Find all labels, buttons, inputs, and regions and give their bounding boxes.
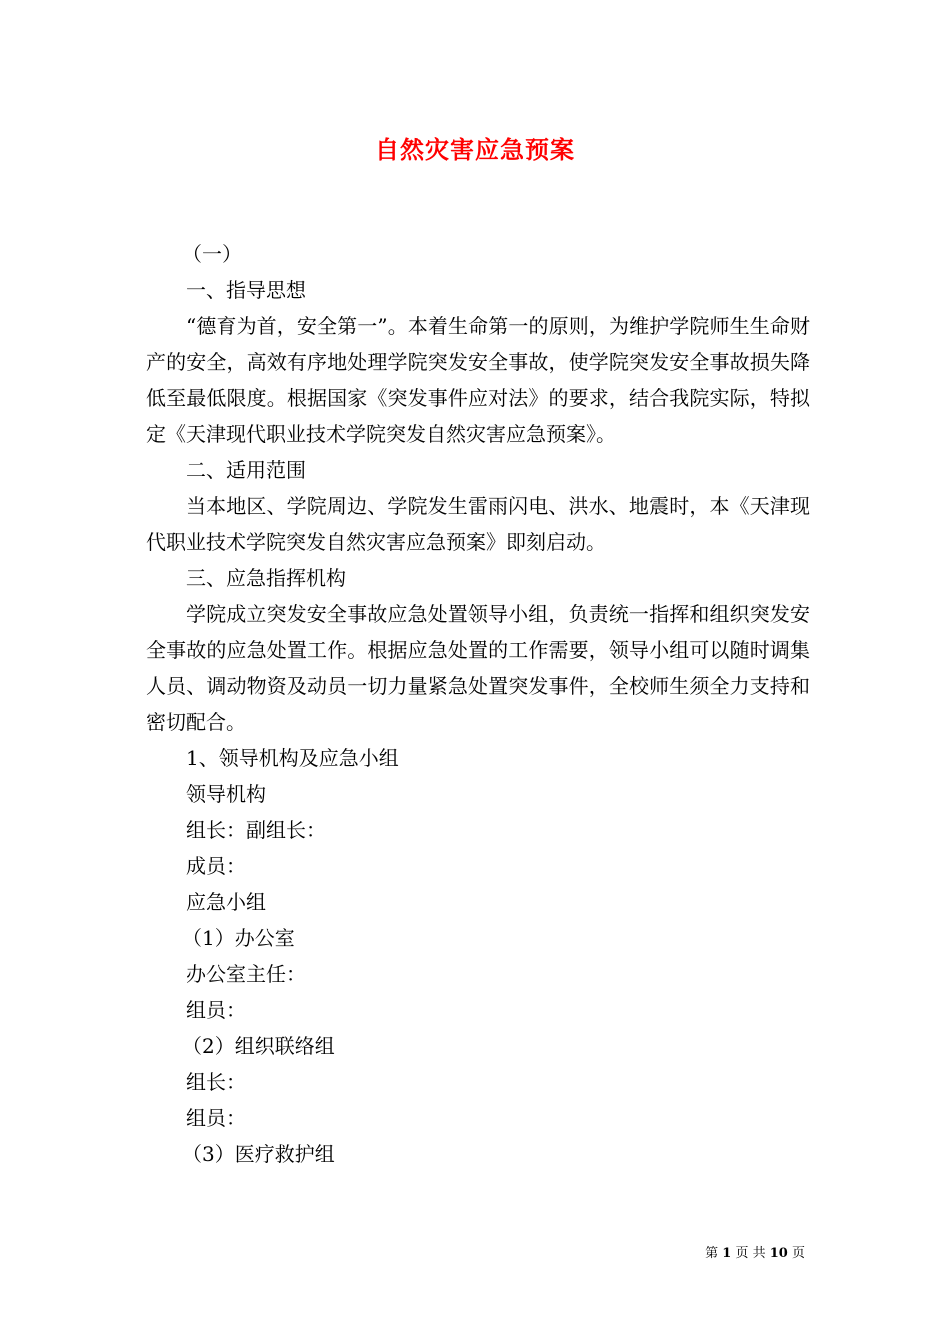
list-item-office-director: 办公室主任： <box>186 962 306 986</box>
list-item-leadership: 领导机构 <box>186 782 266 806</box>
paragraph-command-organization: 学院成立突发安全事故应急处置领导小组，负责统一指挥和组织突发安全事故的应急处置工作。根据应急处置的工作需要，领导小组可以随时调集人员、调动物资及动员一切力量紧急处置突发事件，全校师生须全力支持和密切配合。 <box>146 602 810 734</box>
footer-page-number: 1 <box>722 1246 732 1261</box>
document-title: 自然灾害应急预案 <box>375 135 575 164</box>
heading-command-organization: 三、应急指挥机构 <box>186 566 346 590</box>
section-number: （一） <box>182 242 242 266</box>
document-body <box>146 236 810 1172</box>
list-item-emergency-group: 应急小组 <box>186 890 266 914</box>
list-item-liaison-leader: 组长： <box>186 1070 246 1094</box>
footer-suffix: 页 <box>791 1246 805 1261</box>
list-item-liaison-group: （2）组织联络组 <box>182 1034 335 1058</box>
heading-scope: 二、适用范围 <box>186 458 306 482</box>
page-footer <box>0 1244 805 1264</box>
paragraph-scope: 当本地区、学院周边、学院发生雷雨闪电、洪水、地震时，本《天津现代职业技术学院突发自然灾害应急预案》即刻启动。 <box>146 494 810 554</box>
list-item-members: 成员： <box>186 854 246 878</box>
footer-middle: 页 共 <box>735 1246 766 1261</box>
list-item-office-members: 组员： <box>186 998 246 1022</box>
footer-total-pages: 10 <box>769 1246 788 1261</box>
paragraph-guiding-principle: “德育为首，安全第一”。本着生命第一的原则，为维护学院师生生命财产的安全，高效有序地处理学院突发安全事故，使学院突发安全事故损失降低至最低限度。根据国家《突发事件应对法》的要求，结合我院实际，特拟定《天津现代职业技术学院突发自然灾害应急预案》。 <box>146 314 810 446</box>
heading-guiding-principle: 一、指导思想 <box>186 278 306 302</box>
list-item-office: （1）办公室 <box>182 926 295 950</box>
list-item-leader-deputy: 组长：副组长： <box>186 818 326 842</box>
list-item-liaison-members: 组员： <box>186 1106 246 1130</box>
footer-prefix: 第 <box>705 1246 719 1261</box>
list-item-leadership-and-groups: 1、领导机构及应急小组 <box>186 746 399 770</box>
list-item-medical-group: （3）医疗救护组 <box>182 1142 335 1166</box>
